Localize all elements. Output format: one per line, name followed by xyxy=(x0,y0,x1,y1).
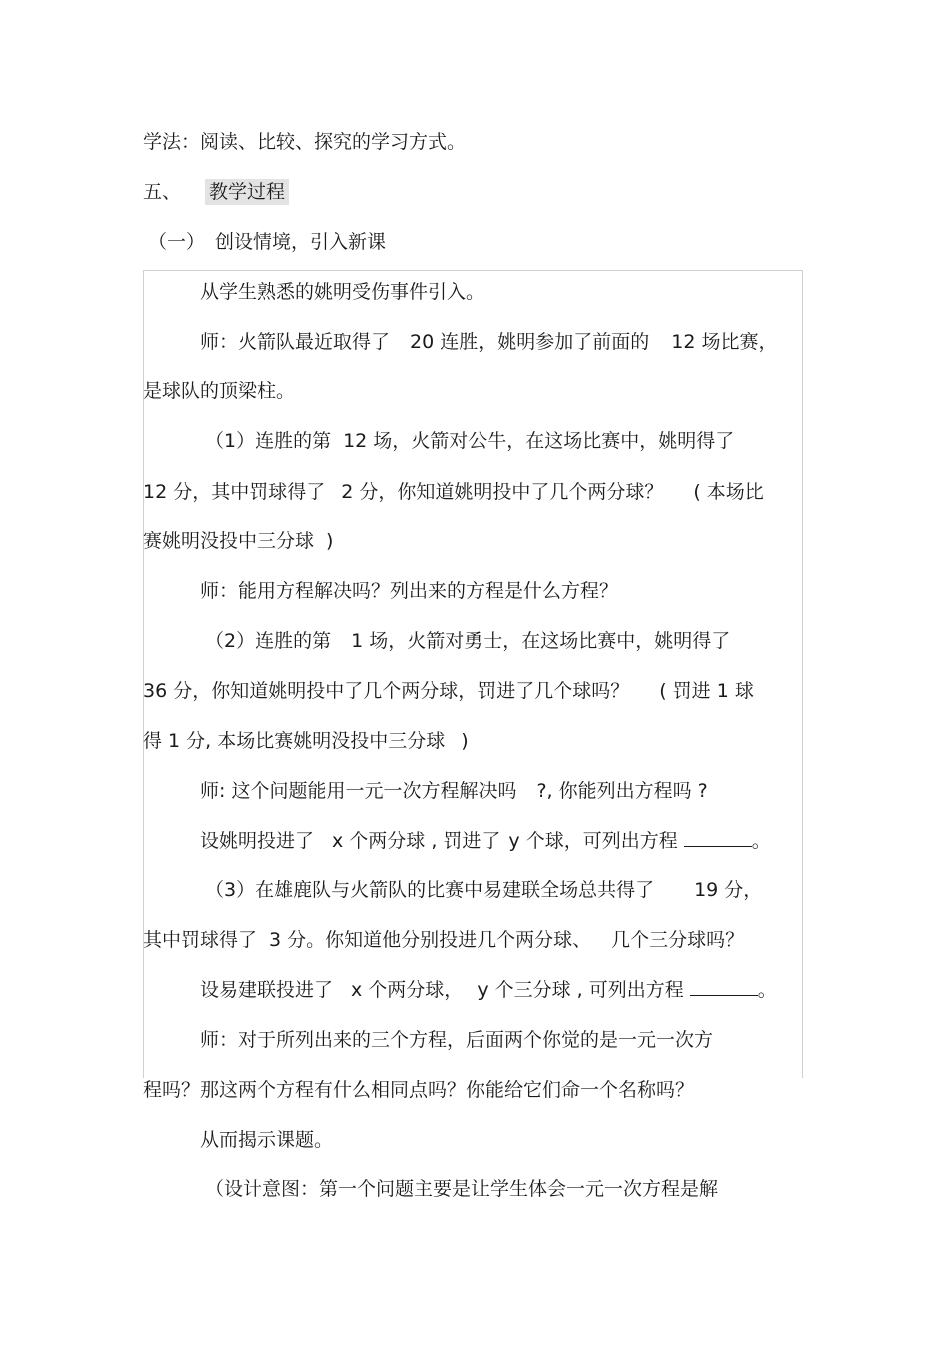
answer-blank xyxy=(684,829,752,847)
paragraph-line xyxy=(205,1176,718,1202)
text-run: 。 xyxy=(751,830,771,852)
text-run: 。 xyxy=(757,979,777,1001)
text-run: （1）连胜的第 xyxy=(205,430,332,452)
text-run: 20 连胜，姚明参加了前面的 xyxy=(410,331,650,353)
text-run: ) xyxy=(461,730,469,752)
text-run: 2 分，你知道姚明投中了几个两分球？ xyxy=(341,481,664,503)
paragraph-line xyxy=(143,927,744,953)
learning-method-line xyxy=(143,129,466,155)
paragraph-line xyxy=(200,1027,713,1053)
text-run: ) xyxy=(326,530,334,552)
text-run: x 个两分球， xyxy=(351,979,464,1001)
text-run: 师：火箭队最近取得了 xyxy=(200,331,391,353)
paragraph-line xyxy=(143,528,333,554)
text-run: 其中罚球得了 xyxy=(143,929,258,951)
text-run: 19 分， xyxy=(694,879,763,901)
subsection-heading xyxy=(148,229,386,255)
text-run: 1 场，火箭对勇士，在这场比赛中，姚明得了 xyxy=(351,630,731,652)
paragraph-line xyxy=(205,877,762,903)
text-run: 36 分，你知道姚明投中了几个两分球，罚进了几个球吗？ xyxy=(143,680,630,702)
paragraph-line xyxy=(200,1127,333,1153)
text-run: 从而揭示课题。 xyxy=(200,1129,334,1151)
paragraph-line xyxy=(200,279,485,305)
text-run: ?, 你能列出方程吗 ? xyxy=(536,780,708,802)
text-run: y 个三分球 , 可列出方程 xyxy=(477,979,684,1001)
paragraph-line xyxy=(200,828,771,854)
section-title: 教学过程 xyxy=(205,179,289,205)
subsection-title: 创设情境，引入新课 xyxy=(215,231,387,253)
paragraph-line xyxy=(205,628,730,654)
paragraph-line xyxy=(205,428,734,454)
section-number: 五、 xyxy=(143,181,182,203)
paragraph-line xyxy=(143,479,764,505)
text-run: 师：对于所列出来的三个方程，后面两个你觉的是一元一次方 xyxy=(200,1029,714,1051)
paragraph-line xyxy=(143,728,469,754)
answer-blank xyxy=(690,978,758,996)
text-run: x 个两分球 , 罚进了 xyxy=(332,830,501,852)
paragraph-line xyxy=(143,1077,694,1103)
text-run: 得 1 分, 本场比赛姚明没投中三分球 xyxy=(143,730,446,752)
text-run: 是球队的顶梁柱。 xyxy=(143,380,296,402)
text-run: 3 分。你知道他分别投进几个两分球、 xyxy=(269,929,592,951)
section-heading xyxy=(143,179,289,205)
paragraph-line xyxy=(143,378,295,404)
text-run: 12 场比赛， xyxy=(671,331,778,353)
paragraph-line xyxy=(143,678,754,704)
learning-method-text: 学法：阅读、比较、探究的学习方式。 xyxy=(143,131,467,153)
text-run: 设易建联投进了 xyxy=(200,979,334,1001)
text-run: 师：能用方程解决吗？列出来的方程是什么方程？ xyxy=(200,580,619,602)
text-run: ( 本场比 xyxy=(693,481,764,503)
text-run: 从学生熟悉的姚明受伤事件引入。 xyxy=(200,281,486,303)
paragraph-line xyxy=(200,778,708,804)
text-run: 赛姚明没投中三分球 xyxy=(143,530,315,552)
text-run: 几个三分球吗？ xyxy=(611,929,745,951)
paragraph-line xyxy=(200,329,777,355)
text-run: 师: 这个问题能用一元一次方程解决吗 xyxy=(200,780,517,802)
paragraph-line xyxy=(200,578,618,604)
text-run: 12 分，其中罚球得了 xyxy=(143,481,326,503)
text-run: 12 场，火箭对公牛，在这场比赛中，姚明得了 xyxy=(343,430,735,452)
text-run: （3）在雄鹿队与火箭队的比赛中易建联全场总共得了 xyxy=(205,879,655,901)
text-run: ( 罚进 1 球 xyxy=(659,680,754,702)
text-run: y 个球，可列出方程 xyxy=(508,830,678,852)
text-run: （设计意图：第一个问题主要是让学生体会一元一次方程是解 xyxy=(205,1178,719,1200)
subsection-number: （一） xyxy=(148,231,206,253)
paragraph-line xyxy=(200,977,777,1003)
text-run: 程吗？那这两个方程有什么相同点吗？你能给它们命一个名称吗？ xyxy=(143,1079,695,1101)
text-run: 设姚明投进了 xyxy=(200,830,315,852)
text-run: （2）连胜的第 xyxy=(205,630,332,652)
